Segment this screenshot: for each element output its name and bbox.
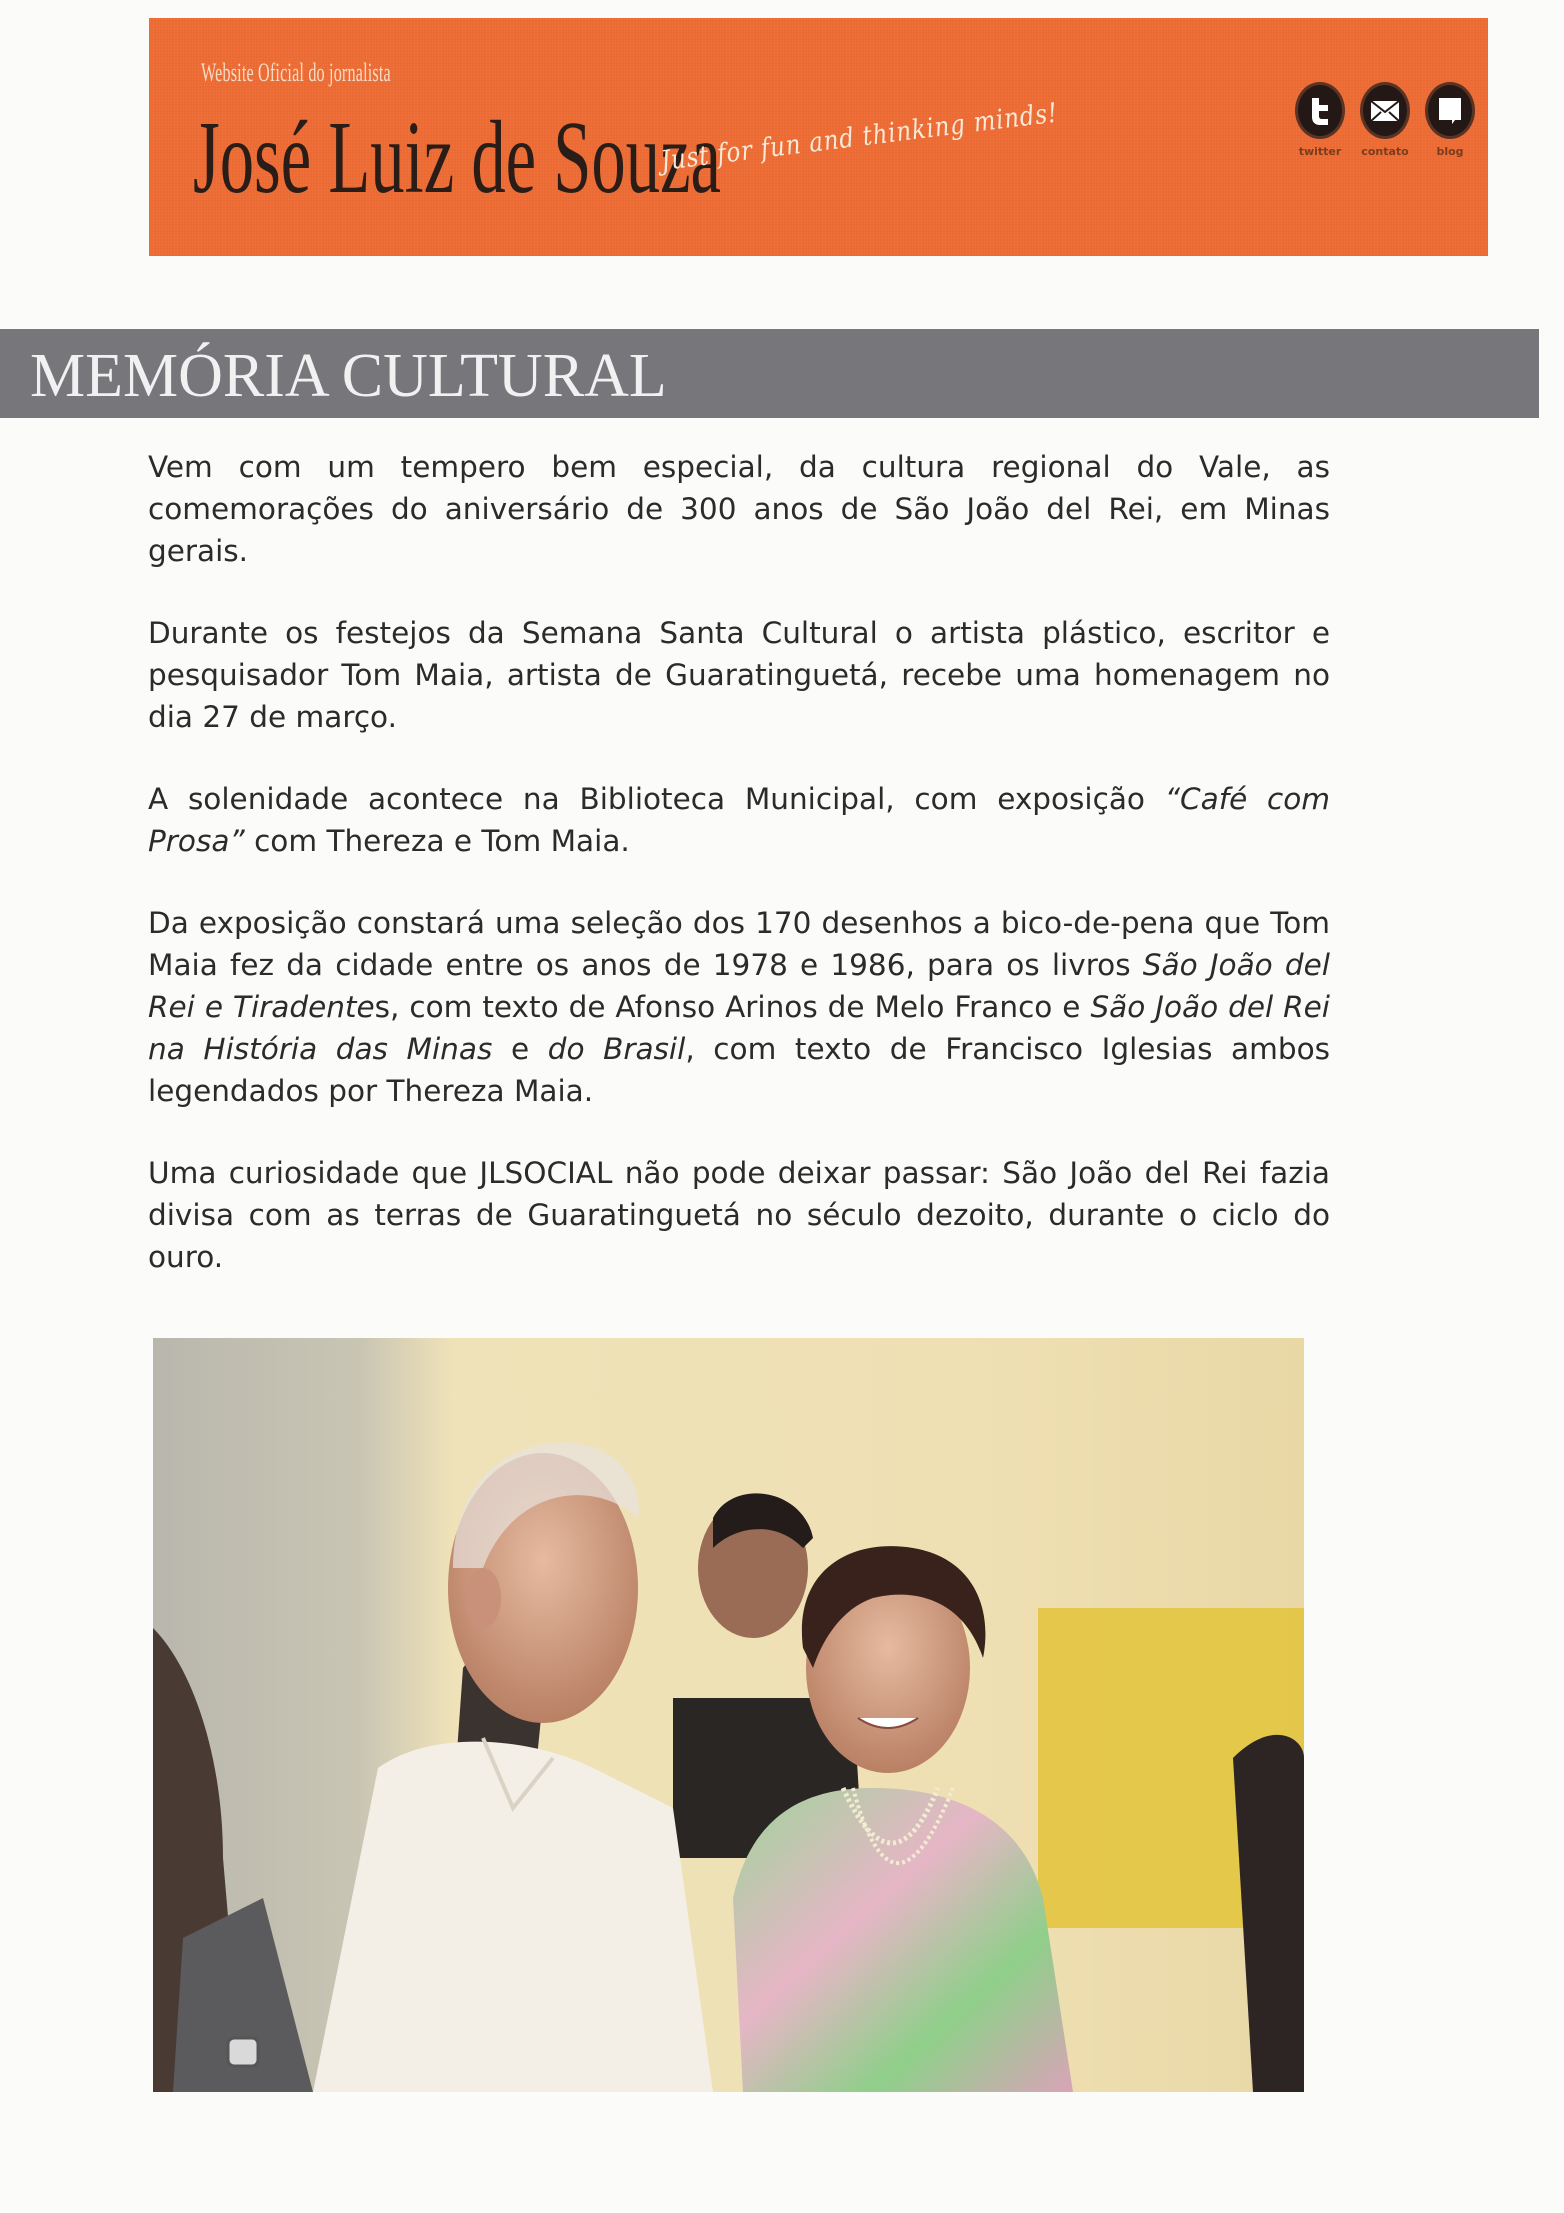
text-run: Da exposição constará uma seleção dos 170 desenhos a bico-de-pena que Tom Maia fez da cidade entre os anos de 1978 e 1986, para os livros [148,906,1330,982]
photo-illustration [153,1338,1304,2092]
article-body [148,446,1330,1318]
paragraph-3 [148,778,1330,862]
paragraph-4 [148,902,1330,1112]
site-tagline: Just for fun and thinking minds! [659,97,1060,177]
site-kicker: Website Oficial do jornalista [201,58,391,87]
exhibition-title: “Café com Prosa” [148,782,1330,858]
paragraph-2: Durante os festejos da Semana Santa Cultural o artista plástico, escritor e pesquisador Tom Maia, artista de Guaratinguetá, recebe uma homenagem no dia 27 de março. [148,616,1330,734]
blog-link[interactable] [1417,82,1483,158]
paragraph-1: Vem com um tempero bem especial, da cultura regional do Vale, as comemorações do aniversário de 300 anos de São João del Rei, em Minas gerais. [148,450,1330,568]
site-title[interactable]: José Luiz de Souza [193,100,722,215]
twitter-link[interactable] [1287,82,1353,158]
paragraph-5: Uma curiosidade que JLSOCIAL não pode deixar passar: São João del Rei fazia divisa com as terras de Guaratinguetá no século dezoito, durante o ciclo do ouro. [148,1156,1330,1274]
section-header [0,329,1539,418]
book-title-2: São João del Rei na História das Minas [148,990,1330,1066]
book-title-2b: do Brasil [547,1032,686,1066]
twitter-icon [1295,82,1345,139]
text-run: e [492,1032,548,1066]
text-run: com Thereza e Tom Maia. [244,824,630,858]
blog-icon [1425,82,1475,139]
text-run: s, com texto de Afonso Arinos de Melo Franco e [374,990,1091,1024]
book-title-1: São João del Rei e Tiradente [148,948,1330,1024]
text-run: A solenidade acontece na Biblioteca Municipal, com exposição [148,782,1165,816]
blog-label: blog [1436,145,1464,158]
twitter-label: twitter [1298,145,1342,158]
contact-label: contato [1361,145,1409,158]
site-header-banner [149,18,1488,256]
contact-link[interactable] [1352,82,1418,158]
section-title: MEMÓRIA CULTURAL [30,342,667,410]
mail-icon [1360,82,1410,139]
article-photo [153,1338,1304,2092]
text-run: , com texto de Francisco Iglesias ambos legendados por Thereza Maia. [148,1032,1331,1108]
